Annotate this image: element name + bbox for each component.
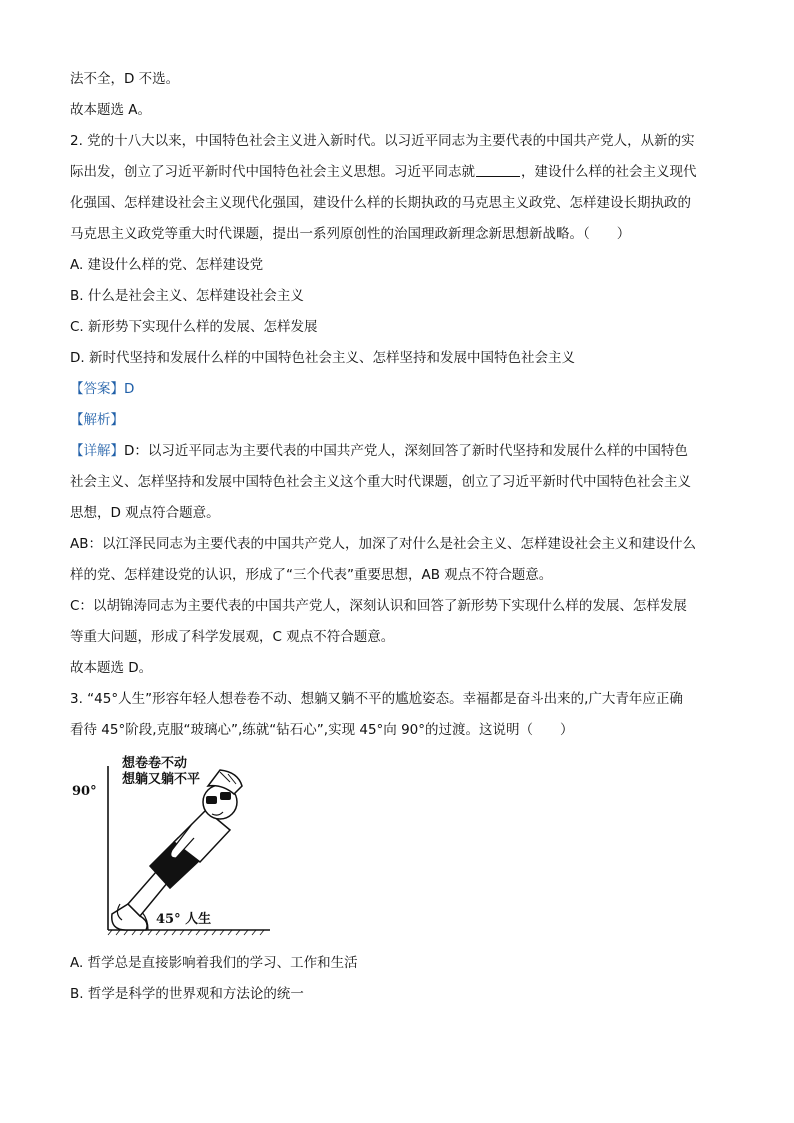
q2-detail-line-2: 社会主义、怎样坚持和发展中国特色社会主义这个重大时代课题，创立了习近平新时代中国特色社会主义 bbox=[70, 474, 691, 490]
intro-line-2: 故本题选 A。 bbox=[70, 102, 152, 118]
q2-ab-line-1: AB：以江泽民同志为主要代表的中国共产党人，加深了对什么是社会主义、怎样建设社会主义和建设什么 bbox=[70, 536, 696, 552]
q2-stem-line-3: 化强国、怎样建设社会主义现代化强国，建设什么样的长期执政的马克思主义政党、怎样建设长期执政的 bbox=[70, 195, 691, 211]
answer-value: D bbox=[124, 381, 135, 397]
answer-tag: 【答案】 bbox=[70, 381, 124, 397]
q2-stem-line-4: 马克思主义政党等重大时代课题，提出一系列原创性的治国理政新理念新思想新战略。（ ） bbox=[70, 226, 631, 242]
q2-ab-line-2: 样的党、怎样建设党的认识，形成了“三个代表”重要思想，AB 观点不符合题意。 bbox=[70, 567, 553, 583]
caption-line-2: 想躺又躺不平 bbox=[122, 772, 201, 787]
caption-line-1: 想卷卷不动 bbox=[122, 756, 188, 771]
q2-c-line-1: C：以胡锦涛同志为主要代表的中国共产党人，深刻认识和回答了新形势下实现什么样的发展、怎样发展 bbox=[70, 598, 687, 614]
q2-stem-line-2 bbox=[70, 157, 730, 188]
q2-detail-line-3: 思想，D 观点符合题意。 bbox=[70, 505, 220, 521]
q2-stem-line-2-part-b: ，建设什么样的社会主义现代 bbox=[521, 164, 697, 180]
q3-stem-line-1: 3. “45°人生”形容年轻人想卷卷不动、想躺又躺不平的尴尬姿态。幸福都是奋斗出来的,广大青年应正确 bbox=[70, 691, 683, 707]
q2-conclusion: 故本题选 D。 bbox=[70, 660, 153, 676]
detail-text: D：以习近平同志为主要代表的中国共产党人，深刻回答了新时代坚持和发展什么样的中国特色 bbox=[124, 443, 688, 459]
q3-illustration bbox=[70, 754, 300, 944]
q2-stem-line-1: 2. 党的十八大以来，中国特色社会主义进入新时代。以习近平同志为主要代表的中国共产党人，从新的实 bbox=[70, 133, 695, 149]
detail-tag: 【详解】 bbox=[70, 443, 124, 459]
answer-blank bbox=[476, 162, 520, 177]
q2-c-line-2: 等重大问题，形成了科学发展观，C 观点不符合题意。 bbox=[70, 629, 395, 645]
q3-option-b: B. 哲学是科学的世界观和方法论的统一 bbox=[70, 986, 304, 1002]
q2-option-d: D. 新时代坚持和发展什么样的中国特色社会主义、怎样坚持和发展中国特色社会主义 bbox=[70, 350, 575, 366]
label-90-degrees: 90° bbox=[72, 784, 97, 799]
q2-stem-line-2-part-a: 际出发，创立了习近平新时代中国特色社会主义思想。习近平同志就 bbox=[70, 164, 475, 180]
q2-analysis-tag: 【解析】 bbox=[70, 412, 124, 428]
q2-option-c: C. 新形势下实现什么样的发展、怎样发展 bbox=[70, 319, 318, 335]
q2-answer bbox=[70, 374, 730, 405]
q2-option-b: B. 什么是社会主义、怎样建设社会主义 bbox=[70, 288, 304, 304]
intro-line-1: 法不全，D 不选。 bbox=[70, 71, 180, 87]
document-page bbox=[70, 64, 730, 1010]
q3-stem-line-2: 看待 45°阶段,克服“玻璃心”,练就“钻石心”,实现 45°向 90°的过渡。这说明（ ） bbox=[70, 722, 574, 738]
glasses-left bbox=[206, 796, 217, 804]
q2-detail-line-1 bbox=[70, 436, 730, 467]
q2-option-a: A. 建设什么样的党、怎样建设党 bbox=[70, 257, 264, 273]
glasses-right bbox=[220, 792, 231, 800]
label-45-degrees: 45° 人生 bbox=[156, 912, 212, 927]
q3-option-a: A. 哲学总是直接影响着我们的学习、工作和生活 bbox=[70, 955, 358, 971]
